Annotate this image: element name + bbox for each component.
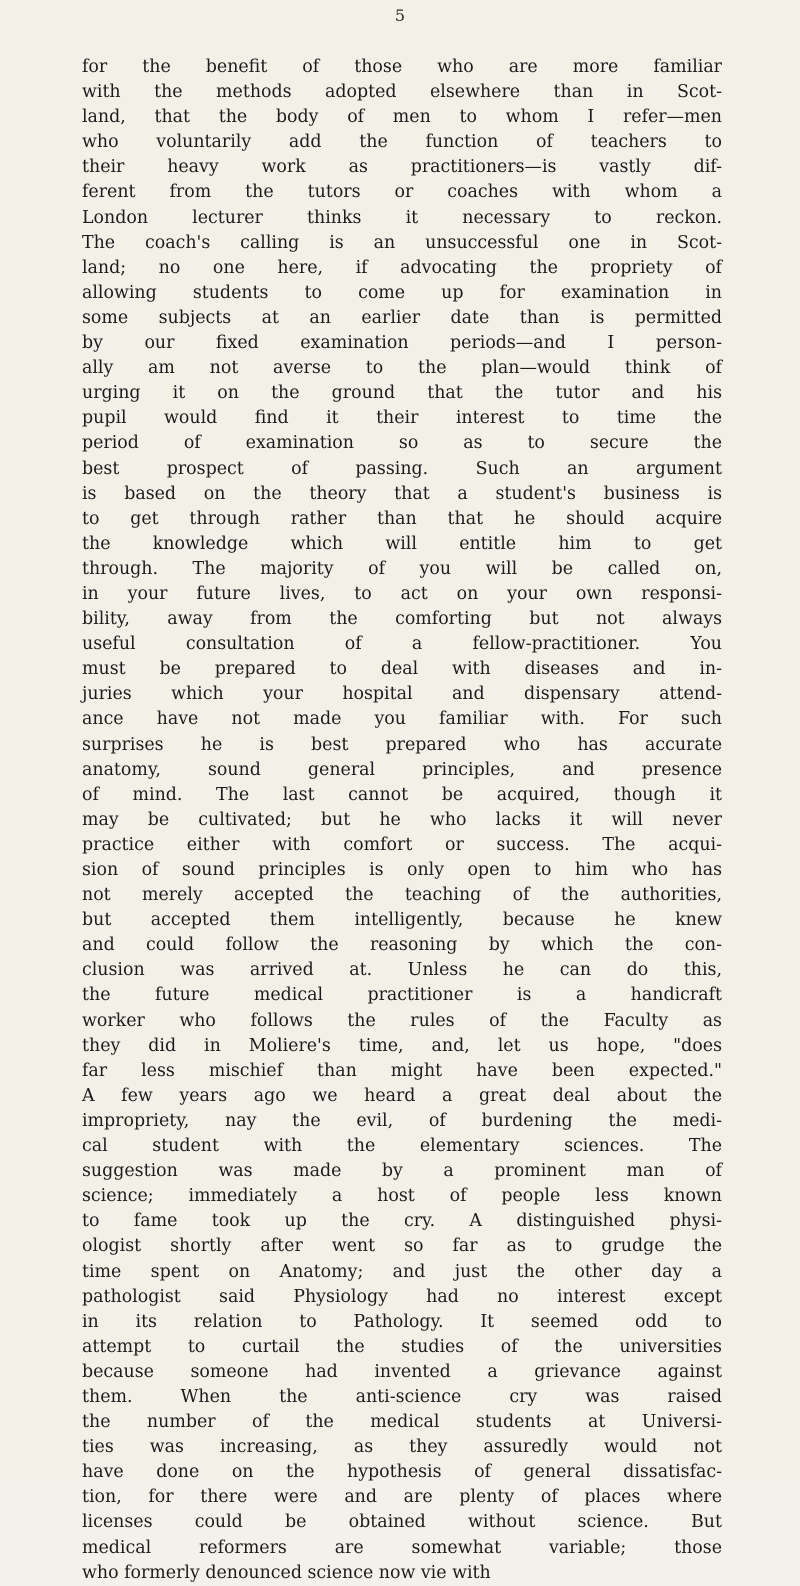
text-line: anatomy, sound general principles, and presence xyxy=(82,759,722,780)
text-line: for the benefit of those who are more familiar xyxy=(82,57,722,77)
text-line: is based on the theory that a student's business is xyxy=(82,483,722,504)
text-line: with the methods adopted elsewhere than in Scot- xyxy=(82,82,722,103)
text-line: who formerly denounced science now vie with xyxy=(82,1562,491,1583)
text-line: impropriety, nay the evil, of burdening the medi- xyxy=(82,1110,722,1131)
text-line: their heavy work as practitioners—is vastly dif- xyxy=(82,157,722,178)
text-line: not merely accepted the teaching of the authorities, xyxy=(82,885,722,906)
text-line: suggestion was made by a prominent man of xyxy=(82,1161,722,1182)
text-line: and could follow the reasoning by which the con- xyxy=(82,935,722,956)
text-line: far less mischief than might have been expected." xyxy=(82,1060,722,1081)
text-line: time spent on Anatomy; and just the other day a xyxy=(82,1261,722,1282)
text-line: they did in Moliere's time, and, let us hope, "does xyxy=(82,1035,722,1056)
text-line: tion, for there were and are plenty of places where xyxy=(82,1487,722,1508)
text-line: pathologist said Physiology had no interest except xyxy=(82,1286,722,1307)
text-line: useful consultation of a fellow-practitioner. You xyxy=(82,634,722,655)
text-line: ferent from the tutors or coaches with whom a xyxy=(82,182,722,203)
text-line: to get through rather than that he should acquire xyxy=(82,508,722,529)
text-line: medical reformers are somewhat variable; those xyxy=(82,1537,722,1558)
text-line: science; immediately a host of people less known xyxy=(82,1186,722,1207)
text-line: the future medical practitioner is a handicraft xyxy=(82,985,722,1006)
text-line: ologist shortly after went so far as to grudge the xyxy=(82,1236,722,1257)
text-line: surprises he is best prepared who has accurate xyxy=(82,734,722,755)
text-line: to fame took up the cry. A distinguished physi- xyxy=(82,1211,722,1232)
text-line: land, that the body of men to whom I refer—men xyxy=(82,107,722,128)
text-line: through. The majority of you will be called on, xyxy=(82,558,722,579)
text-line: by our fixed examination periods—and I person- xyxy=(82,333,722,354)
text-line: the number of the medical students at Universi- xyxy=(82,1412,722,1433)
text-line: allowing students to come up for examination in xyxy=(82,282,722,303)
text-line: juries which your hospital and dispensary attend- xyxy=(82,684,722,705)
text-line: have done on the hypothesis of general dissatisfac- xyxy=(82,1462,722,1483)
text-line: licenses could be obtained without science. But xyxy=(82,1512,722,1533)
text-line: clusion was arrived at. Unless he can do this, xyxy=(82,960,722,981)
text-line: attempt to curtail the studies of the universities xyxy=(82,1336,722,1357)
text-line: pupil would find it their interest to time the xyxy=(82,408,722,429)
text-line: because someone had invented a grievance against xyxy=(82,1361,722,1382)
text-line: bility, away from the comforting but not always xyxy=(82,609,722,630)
text-line: ties was increasing, as they assuredly would not xyxy=(82,1437,722,1458)
text-line: who voluntarily add the function of teachers to xyxy=(82,132,722,153)
text-line: them. When the anti-science cry was raised xyxy=(82,1386,722,1407)
text-line: the knowledge which will entitle him to get xyxy=(82,533,722,554)
text-line: worker who follows the rules of the Faculty as xyxy=(82,1010,722,1031)
text-line: in its relation to Pathology. It seemed odd to xyxy=(82,1311,722,1332)
text-line: practice either with comfort or success. The acqui- xyxy=(82,834,722,855)
text-line: but accepted them intelligently, because he knew xyxy=(82,910,722,931)
text-line: of mind. The last cannot be acquired, though it xyxy=(82,784,722,805)
text-line: A few years ago we heard a great deal about the xyxy=(82,1085,722,1106)
text-line: some subjects at an earlier date than is permitted xyxy=(82,307,722,328)
text-line: The coach's calling is an unsuccessful one in Scot- xyxy=(82,232,722,253)
text-line: must be prepared to deal with diseases and in- xyxy=(82,659,722,680)
text-line: ally am not averse to the plan—would think of xyxy=(82,358,722,379)
text-line: land; no one here, if advocating the propriety of xyxy=(82,257,722,278)
body-text xyxy=(82,55,722,1586)
text-line: may be cultivated; but he who lacks it will never xyxy=(82,809,722,830)
text-line: cal student with the elementary sciences. The xyxy=(82,1136,722,1157)
text-line: London lecturer thinks it necessary to reckon. xyxy=(82,207,722,228)
page-number: 5 xyxy=(394,6,406,25)
text-line: best prospect of passing. Such an argument xyxy=(82,458,722,479)
text-line: sion of sound principles is only open to him who has xyxy=(82,860,722,880)
text-line: ance have not made you familiar with. For such xyxy=(82,709,722,730)
text-line: period of examination so as to secure the xyxy=(82,433,722,454)
text-line: urging it on the ground that the tutor and his xyxy=(82,383,722,404)
text-line: in your future lives, to act on your own responsi- xyxy=(82,583,722,604)
